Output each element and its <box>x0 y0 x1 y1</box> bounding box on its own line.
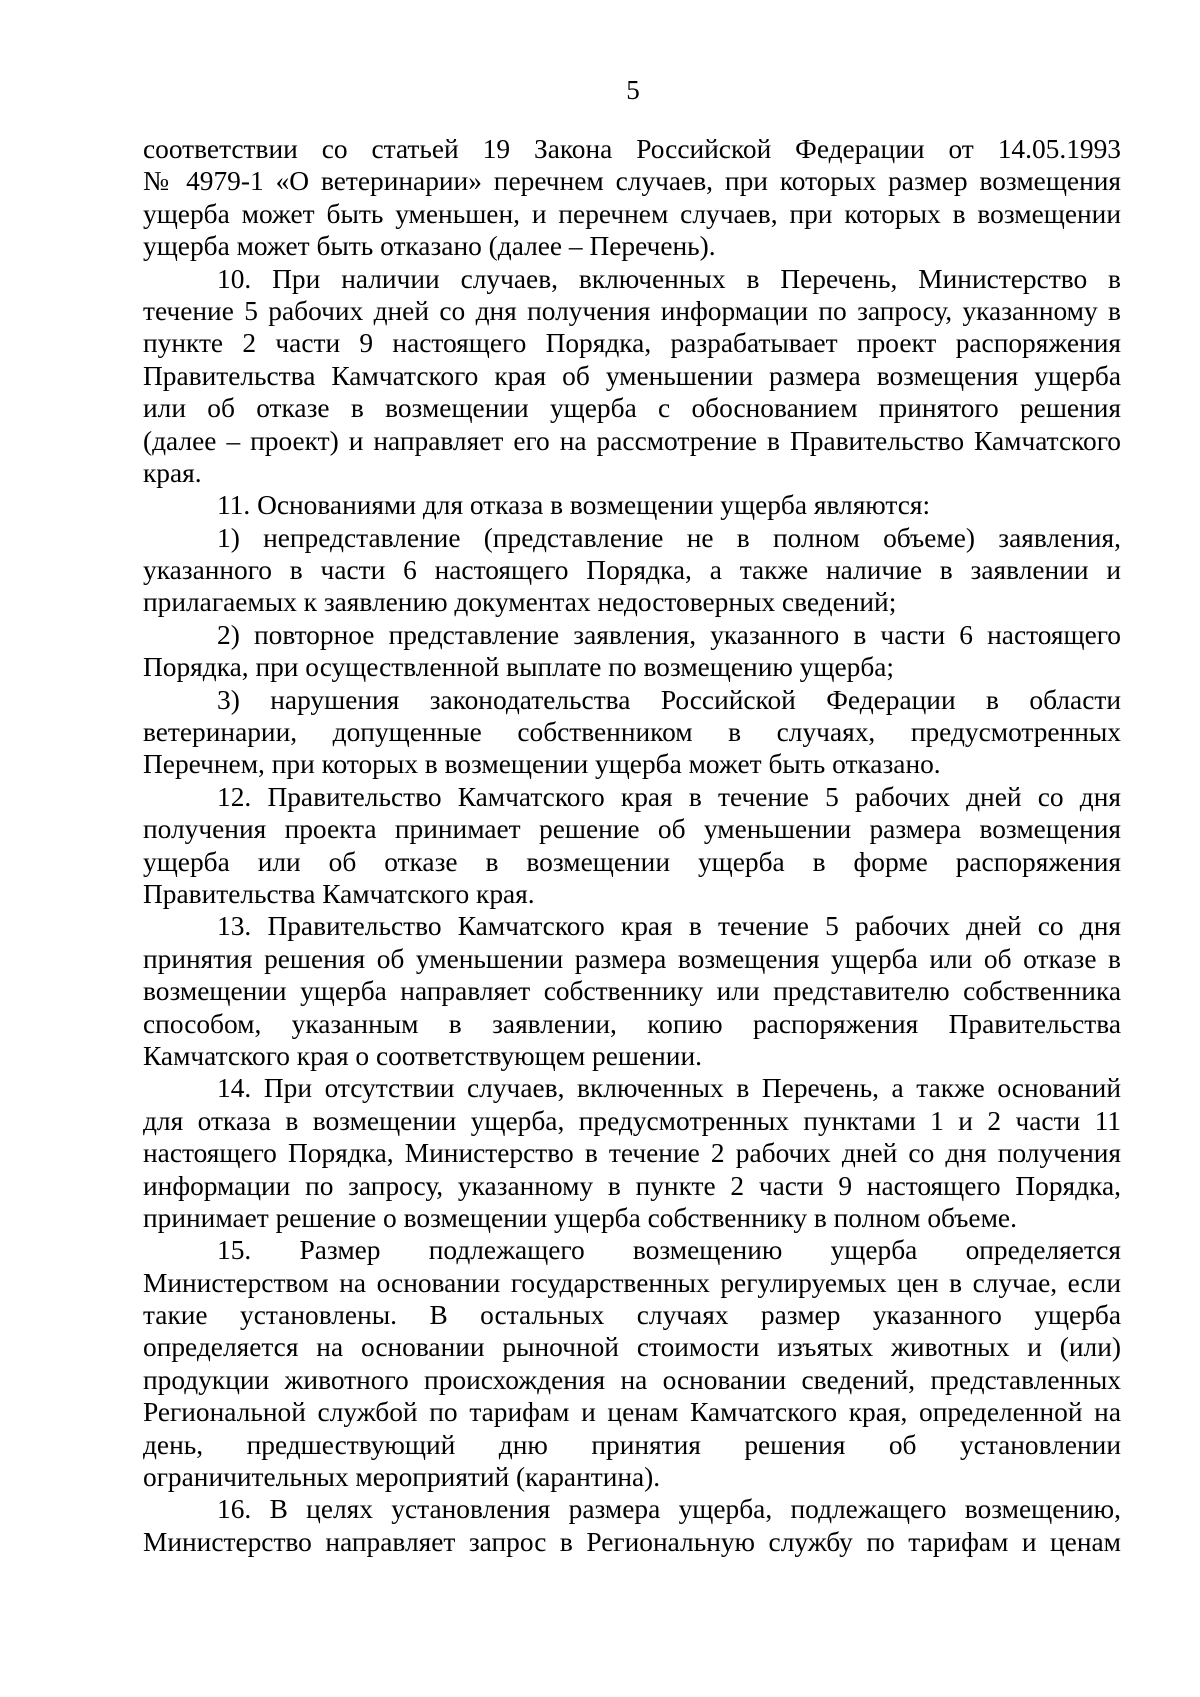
text-line: для отказа в возмещении ущерба, предусмотренных пунктами 1 и 2 части 11 <box>143 1105 1121 1136</box>
text-line: Правительства Камчатского края об уменьшении размера возмещения ущерба <box>143 360 1121 391</box>
text-line: настоящего Порядка, Министерство в течение 2 рабочих дней со дня получения <box>143 1138 1121 1169</box>
text-line: прилагаемых к заявлению документах недостоверных сведений; <box>143 587 897 618</box>
text-line: продукции животного происхождения на основании сведений, представленных <box>143 1364 1121 1395</box>
text-line: (далее – проект) и направляет его на рассмотрение в Правительство Камчатского <box>143 425 1121 456</box>
text-line: возмещении ущерба направляет собственнику или представителю собственника <box>143 976 1121 1007</box>
text-line: такие установлены. В остальных случаях размер указанного ущерба <box>143 1300 1121 1331</box>
text-line: Региональной службой по тарифам и ценам Камчатского края, определенной на <box>143 1397 1121 1428</box>
text-line: принятия решения об уменьшении размера возмещения ущерба или об отказе в <box>143 943 1121 974</box>
document-body <box>143 133 1121 1558</box>
text-line: получения проекта принимает решение об уменьшении размера возмещения <box>143 814 1121 845</box>
text-line: принимает решение о возмещении ущерба собственнику в полном объеме. <box>143 1202 1017 1233</box>
text-line: 14. При отсутствии случаев, включенных в Перечень, а также оснований <box>217 1073 1121 1104</box>
text-line: 12. Правительство Камчатского края в течение 5 рабочих дней со дня <box>217 781 1121 812</box>
text-line: Порядка, при осуществленной выплате по возмещению ущерба; <box>143 652 895 683</box>
text-line: № 4979-1 «О ветеринарии» перечнем случаев, при которых размер возмещения <box>143 166 1121 197</box>
text-line: соответствии со статьей 19 Закона Российской Федерации от 14.05.1993 <box>143 134 1121 164</box>
text-line: информации по запросу, указанному в пункте 2 части 9 настоящего Порядка, <box>143 1170 1121 1201</box>
text-line: 10. При наличии случаев, включенных в Перечень, Министерство в <box>217 263 1121 294</box>
text-line: указанного в части 6 настоящего Порядка, а также наличие в заявлении и <box>143 555 1121 586</box>
text-line: ущерба может быть отказано (далее – Перечень). <box>143 231 716 262</box>
text-line: 11. Основаниями для отказа в возмещении ущерба являются: <box>217 490 931 521</box>
text-line: день, предшествующий дню принятия решения об установлении <box>143 1429 1121 1460</box>
text-line: 1) непредставление (представление не в полном объеме) заявления, <box>217 522 1121 553</box>
text-line: 16. В целях установления размера ущерба, подлежащего возмещению, <box>217 1494 1121 1525</box>
text-line: ущерба или об отказе в возмещении ущерба в форме распоряжения <box>143 846 1121 877</box>
text-line: способом, указанным в заявлении, копию распоряжения Правительства <box>143 1008 1121 1039</box>
text-line: 13. Правительство Камчатского края в течение 5 рабочих дней со дня <box>217 911 1121 942</box>
text-line: Перечнем, при которых в возмещении ущерба может быть отказано. <box>143 749 941 780</box>
text-line: 15. Размер подлежащего возмещению ущерба определяется <box>217 1235 1121 1266</box>
text-line: течение 5 рабочих дней со дня получения информации по запросу, указанному в <box>143 295 1121 326</box>
text-line: ветеринарии, допущенные собственником в случаях, предусмотренных <box>143 717 1121 748</box>
text-line: 2) повторное представление заявления, указанного в части 6 настоящего <box>217 619 1121 650</box>
text-line: ущерба может быть уменьшен, и перечнем случаев, при которых в возмещении <box>143 198 1121 229</box>
text-line: определяется на основании рыночной стоимости изъятых животных и (или) <box>143 1332 1121 1363</box>
text-line: ограничительных мероприятий (карантина). <box>143 1462 661 1493</box>
text-line: Министерство направляет запрос в Региональную службу по тарифам и ценам <box>143 1526 1121 1557</box>
text-line: Министерством на основании государственных регулируемых цен в случае, если <box>143 1267 1121 1298</box>
text-line: края. <box>143 457 202 488</box>
text-line: или об отказе в возмещении ущерба с обоснованием принятого решения <box>143 393 1121 424</box>
text-line: Камчатского края о соответствующем решении. <box>143 1040 702 1071</box>
page-number: 5 <box>626 75 640 105</box>
text-line: 3) нарушения законодательства Российской Федерации в области <box>217 684 1121 715</box>
text-line: Правительства Камчатского края. <box>143 878 535 909</box>
text-line: пункте 2 части 9 настоящего Порядка, разрабатывает проект распоряжения <box>143 328 1121 359</box>
